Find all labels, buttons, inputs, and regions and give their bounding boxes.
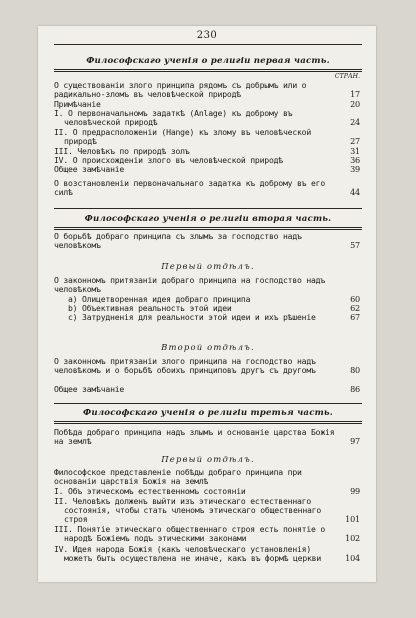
toc-entry: О возстановленіи первоначальнаго задатка къ доброму въ его силѣ 44: [54, 178, 360, 198]
section-title: Второй отдѣлъ.: [161, 342, 255, 352]
part-2-title: Философскаго ученія о религіи вторая часть.: [84, 214, 332, 224]
toc-entry: Побѣда добраго принципа надъ злымъ и основаніе царства Божія на землѣ 97: [54, 427, 360, 447]
book-page: [38, 26, 376, 582]
section-title: Первый отдѣлъ.: [161, 454, 255, 464]
toc-entry: IV. О происхожденіи злого въ человѣческой природѣ 36: [54, 155, 360, 165]
toc-entry: III. Человѣкъ по природѣ золъ 31: [54, 146, 360, 156]
toc-entry: IV. Идея народа Божія (какъ человѣческаго установленія) можетъ быть осуществлена не иначе, какъ въ формѣ церкви 104: [54, 544, 360, 564]
toc-entry: Философское представленіе побѣды добраго принципа при основаніи царствія Божія на землѣ: [54, 467, 302, 487]
toc-entry: II. О предрасположеніи (Hange) къ злому въ человѣческой природѣ 27: [54, 127, 360, 147]
page-number: 230: [196, 30, 218, 41]
toc-entry: Примѣчаніе 20: [54, 99, 360, 109]
toc-entry: О законномъ притязаніи добраго принципа на господство надъ человѣкомъ: [54, 275, 326, 295]
part-3-top-rule: [54, 403, 362, 404]
toc-entry: III. Понятіе этическаго общественнаго строя есть понятіе о народѣ Божіемъ подъ этическими законами 102: [54, 524, 360, 544]
toc-entry: a) Олицетворенная идея добраго принципа 60: [68, 294, 360, 304]
toc-entry: Общее замѣчаніе 39: [54, 164, 360, 174]
toc-entry: b) Объективная реальность этой идеи 62: [68, 303, 360, 313]
toc-entry: I. Объ этическомъ естественномъ состояніи 99: [54, 486, 360, 496]
toc-entry: О существованіи злого принципа рядомъ съ добрымъ или о радикально-зломъ въ человѣческой природѣ 17: [54, 80, 360, 100]
toc-entry: О борьбѣ добраго принципа съ злымъ за господство надъ человѣкомъ 57: [54, 231, 360, 251]
toc-entry: II. Человѣкъ долженъ выйти изъ этическаго естественнаго состоянія, чтобы стать членомъ этическаго общественнаго строя 101: [54, 496, 360, 525]
toc-entry: Общее замѣчаніе 86: [54, 384, 360, 394]
part-3-rule: [54, 421, 362, 424]
header-rule: [54, 44, 362, 45]
part-1-rule: [54, 69, 362, 72]
part-1-title: Философскаго ученія о религіи первая часть.: [86, 56, 330, 66]
part-2-rule: [54, 227, 362, 230]
toc-entry: I. О первоначальномъ задаткѣ (Anlage) къ доброму въ человѣческой природѣ 24: [54, 108, 360, 128]
section-title: Первый отдѣлъ.: [161, 261, 255, 271]
toc-entry: О законномъ притязаніи злого принципа на господство надъ человѣкомъ и о борьбѣ обоихъ принциповъ другъ съ другомъ 80: [54, 356, 360, 376]
part-3-title: Философскаго ученія о религіи третья часть.: [83, 408, 333, 418]
part-2-top-rule: [54, 208, 362, 209]
toc-entry: c) Затрудненія для реальности этой идеи и ихъ рѣшеніе 67: [68, 312, 360, 322]
page-column-label: СТРАН.: [334, 73, 360, 80]
